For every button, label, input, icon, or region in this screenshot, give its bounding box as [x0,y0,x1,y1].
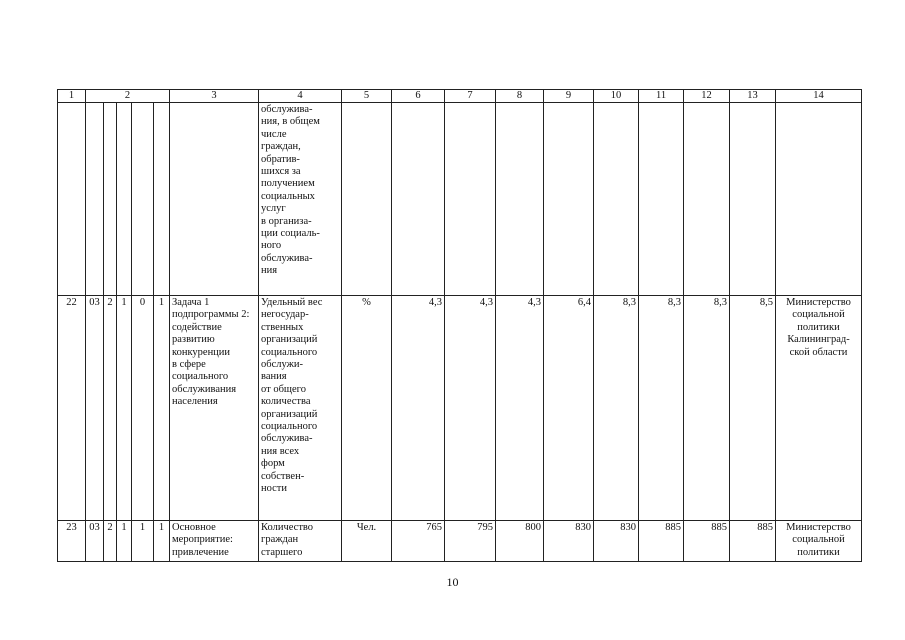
row-number: 22 [58,296,86,521]
row-number: 23 [58,521,86,562]
code-cell: 1 [117,296,132,521]
header-col-4: 4 [259,90,342,103]
header-col-9: 9 [544,90,594,103]
header-col-8: 8 [496,90,544,103]
indicator-cell: Удельный вес негосудар- ственных организаций социального обслужи- вания от общего количества организаций социального обслужива- ния всех форм собствен- ности [259,296,342,521]
code-cell: 1 [132,521,154,562]
code-cell: 03 [86,521,104,562]
code-cell [117,103,132,296]
header-col-6: 6 [392,90,445,103]
value-cell: 4,3 [496,296,544,521]
code-cell: 03 [86,296,104,521]
value-cell: 8,3 [639,296,684,521]
code-cell: 0 [132,296,154,521]
value-cell [639,103,684,296]
value-cell: 800 [496,521,544,562]
value-cell [594,103,639,296]
value-cell: 885 [639,521,684,562]
code-cell: 1 [117,521,132,562]
value-cell [684,103,730,296]
value-cell: 830 [594,521,639,562]
header-col-3: 3 [170,90,259,103]
table-row [58,296,862,521]
value-cell [445,103,496,296]
task-cell: Основное мероприятие: привлечение [170,521,259,562]
unit-cell [342,103,392,296]
task-cell: Задача 1 подпрограммы 2: содействие развитию конкуренции в сфере социального обслуживания населения [170,296,259,521]
value-cell: 795 [445,521,496,562]
value-cell: 4,3 [392,296,445,521]
unit-cell: % [342,296,392,521]
header-col-2: 2 [86,90,170,103]
code-cell [104,103,117,296]
value-cell: 765 [392,521,445,562]
column-numbers-row [58,90,862,103]
task-cell [170,103,259,296]
value-cell: 885 [684,521,730,562]
indicator-cell: обслужива- ния, в общем числе граждан, обратив- шихся за получением социальных услуг в организа- ции социаль- ного обслужива- ния [259,103,342,296]
value-cell: 830 [544,521,594,562]
value-cell: 8,3 [594,296,639,521]
code-cell [132,103,154,296]
value-cell [544,103,594,296]
responsible-cell: Министерство социальной политики Калининград- ской области [776,296,862,521]
value-cell: 885 [730,521,776,562]
value-cell: 8,5 [730,296,776,521]
indicator-cell: Количество граждан старшего [259,521,342,562]
code-cell: 1 [154,521,170,562]
code-cell [154,103,170,296]
header-col-12: 12 [684,90,730,103]
value-cell: 8,3 [684,296,730,521]
header-col-1: 1 [58,90,86,103]
table-row [58,103,862,296]
header-col-10: 10 [594,90,639,103]
responsible-cell: Министерство социальной политики [776,521,862,562]
header-col-5: 5 [342,90,392,103]
row-number [58,103,86,296]
code-cell: 2 [104,521,117,562]
value-cell [730,103,776,296]
unit-cell: Чел. [342,521,392,562]
code-cell: 2 [104,296,117,521]
value-cell [496,103,544,296]
code-cell: 1 [154,296,170,521]
table-row [58,521,862,562]
header-col-11: 11 [639,90,684,103]
responsible-cell [776,103,862,296]
header-col-14: 14 [776,90,862,103]
program-indicators-table [57,89,862,562]
header-col-7: 7 [445,90,496,103]
header-col-13: 13 [730,90,776,103]
value-cell: 6,4 [544,296,594,521]
code-cell [86,103,104,296]
value-cell: 4,3 [445,296,496,521]
page-number: 10 [446,575,459,589]
value-cell [392,103,445,296]
